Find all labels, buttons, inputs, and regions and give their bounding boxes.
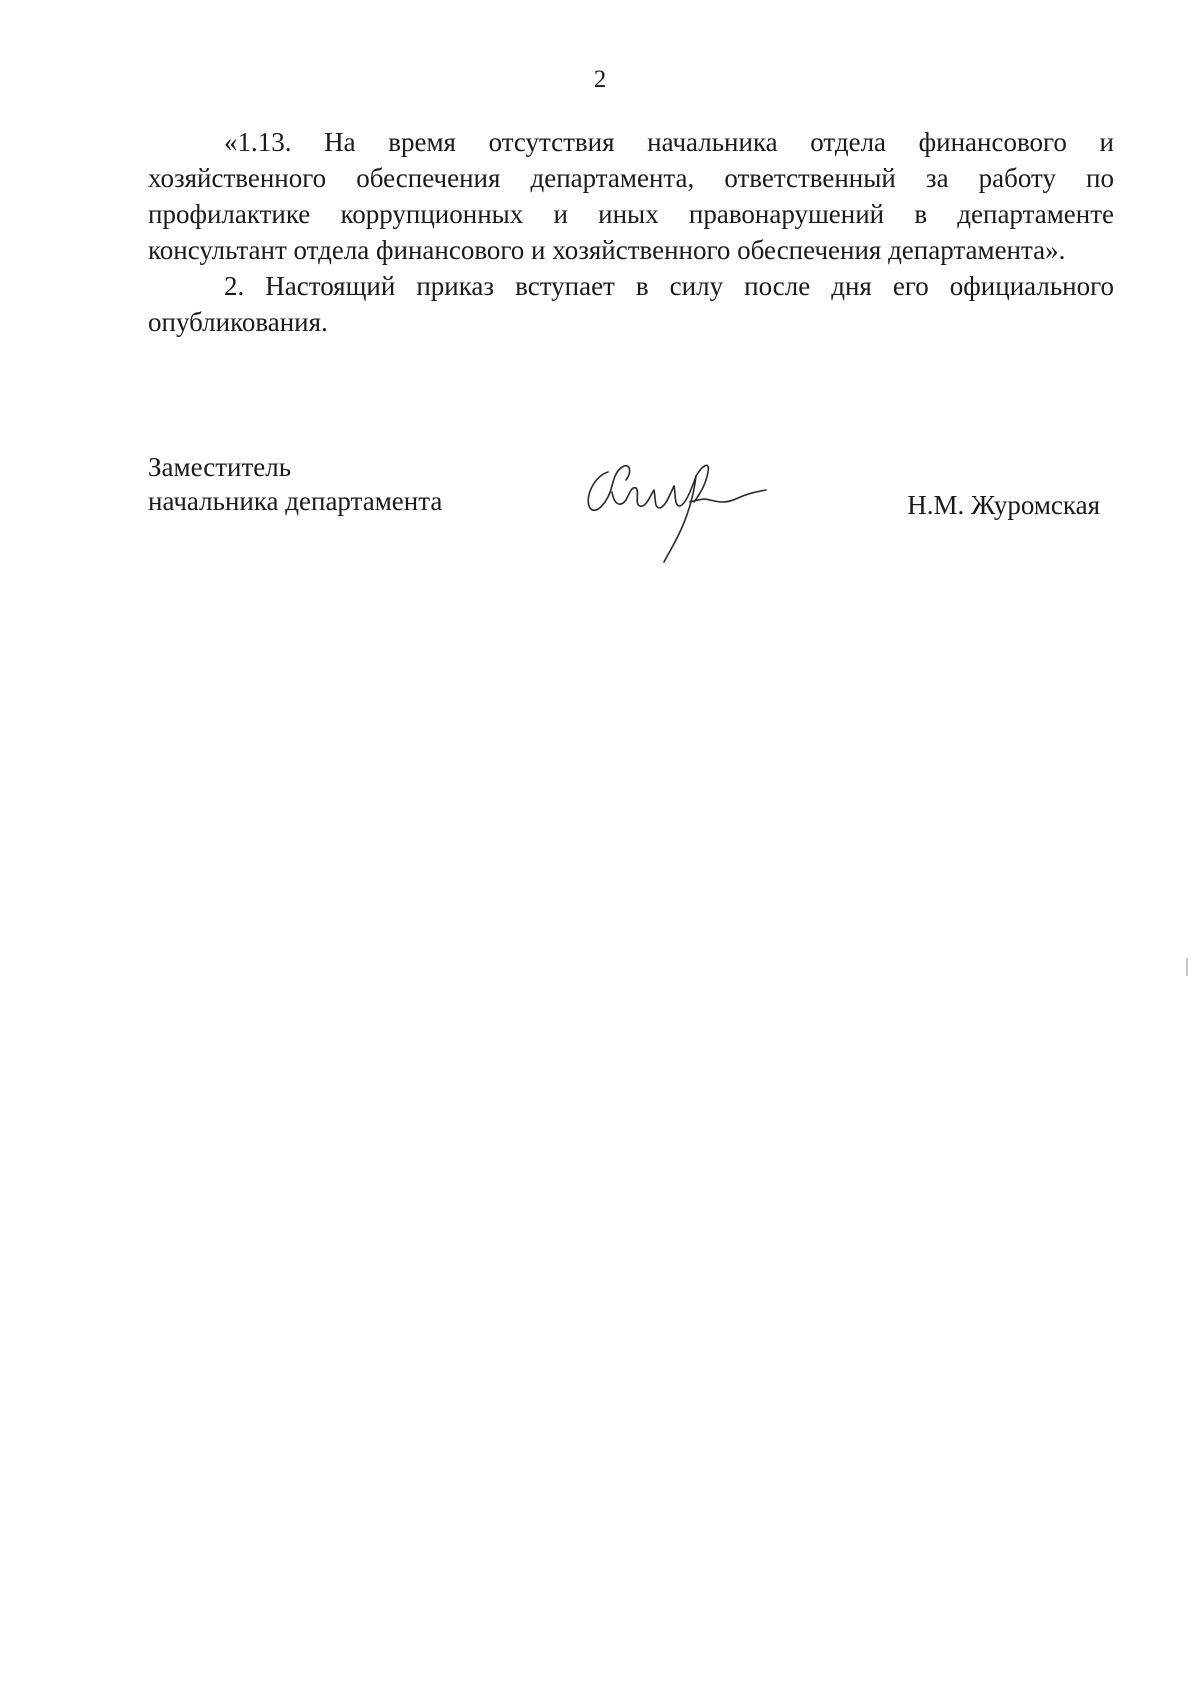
document-body [148,124,1114,340]
signer-position [148,450,442,518]
signature-block [148,450,1114,560]
signer-position-line-1: Заместитель [148,452,292,482]
paragraph-1: «1.13. На время отсутствия начальника отдела финансового и хозяйственного обеспечения департамента, ответственный за работу по профилактике коррупционных и иных правонарушений в департаменте консультант отдела финансового и хозяйственного обеспечения департамента». [148,127,1114,265]
scan-artifact [1186,958,1188,976]
signer-position-line-2: начальника департамента [148,486,443,516]
handwritten-signature [580,446,770,564]
page-number: 2 [593,66,607,93]
paragraph-2: 2. Настоящий приказ вступает в силу после дня его официального опубликования. [148,271,1114,337]
signer-name: Н.М. Журомская [907,490,1100,520]
